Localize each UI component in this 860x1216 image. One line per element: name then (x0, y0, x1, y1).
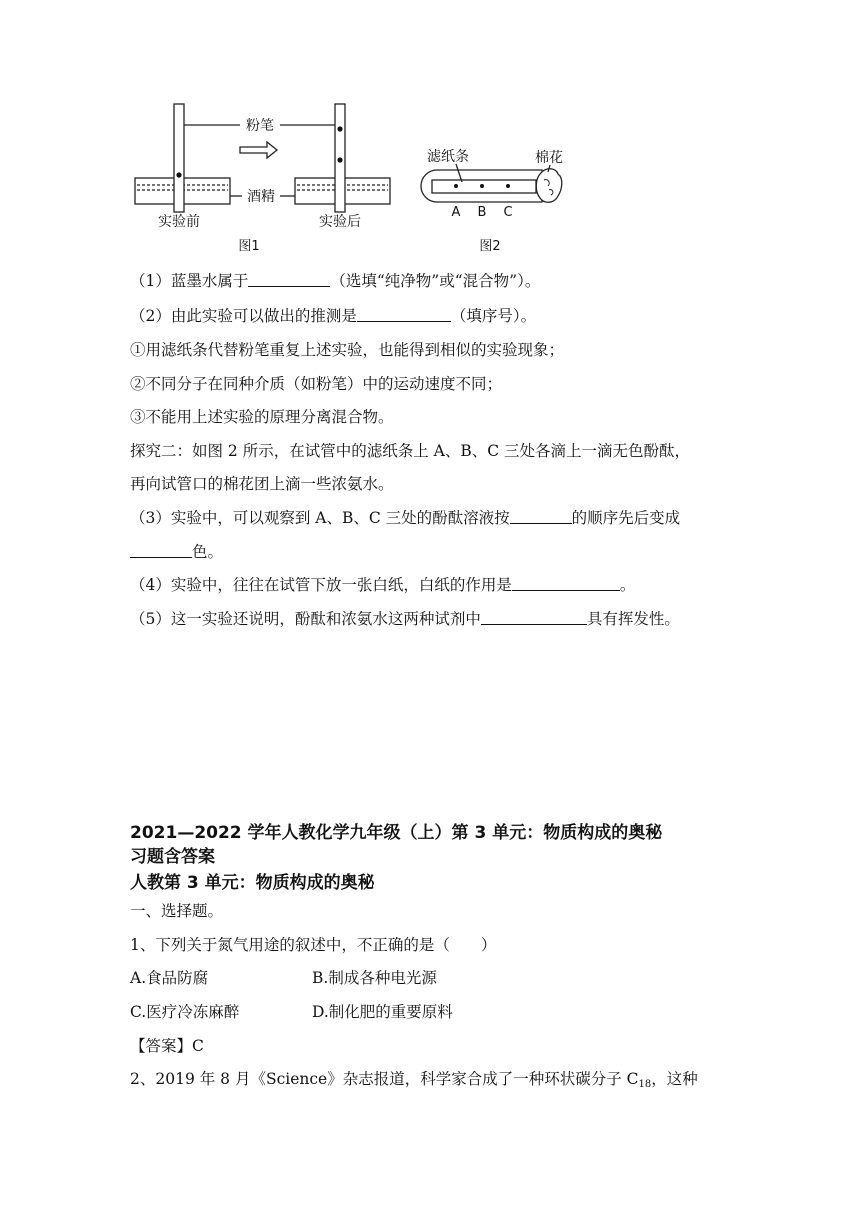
statement-2: ②不同分子在同种介质（如粉笔）中的运动速度不同； (130, 375, 503, 393)
question-4: （4）实验中，往往在试管下放一张白纸，白纸的作用是 。 (130, 576, 636, 594)
mc-question-1: 1、下列关于氮气用途的叙述中，不正确的是（ ） (130, 936, 497, 954)
alcohol-label: 酒精 (247, 189, 275, 205)
question-3: （3）实验中，可以观察到 A、B、C 三处的酚酞溶液按 的顺序先后变成 (130, 509, 681, 527)
explore-2-line-2: 再向试管口的棉花团上滴一些浓氨水。 (130, 475, 394, 493)
figure-2 (421, 164, 562, 202)
document-title-line-2: 习题含答案 (130, 847, 215, 867)
option-b: B.制成各种电光源 (312, 969, 437, 987)
chalk-label: 粉笔 (246, 118, 274, 134)
question-1: （1）蓝墨水属于 （选填“纯净物”或“混合物”）。 (130, 272, 541, 290)
option-a: A.食品防腐 (130, 969, 209, 987)
cotton-label: 棉花 (535, 150, 563, 166)
answer-1: 【答案】C (130, 1037, 204, 1055)
filter-strip-label: 滤纸条 (427, 149, 469, 165)
point-b-label: B (477, 205, 487, 220)
ink-spot-icon (176, 172, 181, 177)
option-d: D.制化肥的重要原料 (312, 1003, 453, 1021)
after-label: 实验后 (319, 214, 361, 230)
experiment-figure (130, 98, 730, 258)
statement-1: ①用滤纸条代替粉笔重复上述实验，也能得到相似的实验现象； (130, 341, 565, 359)
point-a-label: A (451, 205, 461, 220)
answer-blank[interactable] (357, 306, 451, 322)
answer-blank[interactable] (510, 508, 572, 524)
question-3-cont: 色。 (130, 542, 223, 562)
document-title-line-1: 2021—2022 学年人教化学九年级（上）第 3 单元：物质构成的奥秘 (130, 823, 663, 843)
answer-blank[interactable] (481, 609, 587, 625)
question-2: （2）由此实验可以做出的推测是 （填序号）。 (130, 307, 537, 325)
fig1-label: 图1 (238, 239, 260, 254)
subtitle: 人教第 3 单元：物质构成的奥秘 (130, 873, 375, 893)
question-5: （5）这一实验还说明，酚酞和浓氨水这两种试剂中 具有挥发性。 (130, 610, 680, 628)
option-c: C.医疗冷冻麻醉 (130, 1003, 240, 1021)
answer-blank[interactable] (130, 542, 192, 558)
mc-question-2: 2、2019 年 8 月《Science》杂志报道，科学家合成了一种环状碳分子 $C_{18}$，这种 (130, 1070, 698, 1090)
answer-blank[interactable] (248, 271, 330, 287)
explore-2-line-1: 探究二：如图 2 所示，在试管中的滤纸条上 A、B、C 三处各滴上一滴无色酚酞， (130, 442, 691, 460)
answer-blank[interactable] (512, 575, 620, 591)
before-label: 实验前 (158, 214, 200, 230)
statement-3: ③不能用上述实验的原理分离混合物。 (130, 408, 394, 426)
fig2-label: 图2 (479, 239, 501, 254)
section-heading: 一、选择题。 (130, 902, 224, 920)
point-c-label: C (503, 205, 513, 220)
